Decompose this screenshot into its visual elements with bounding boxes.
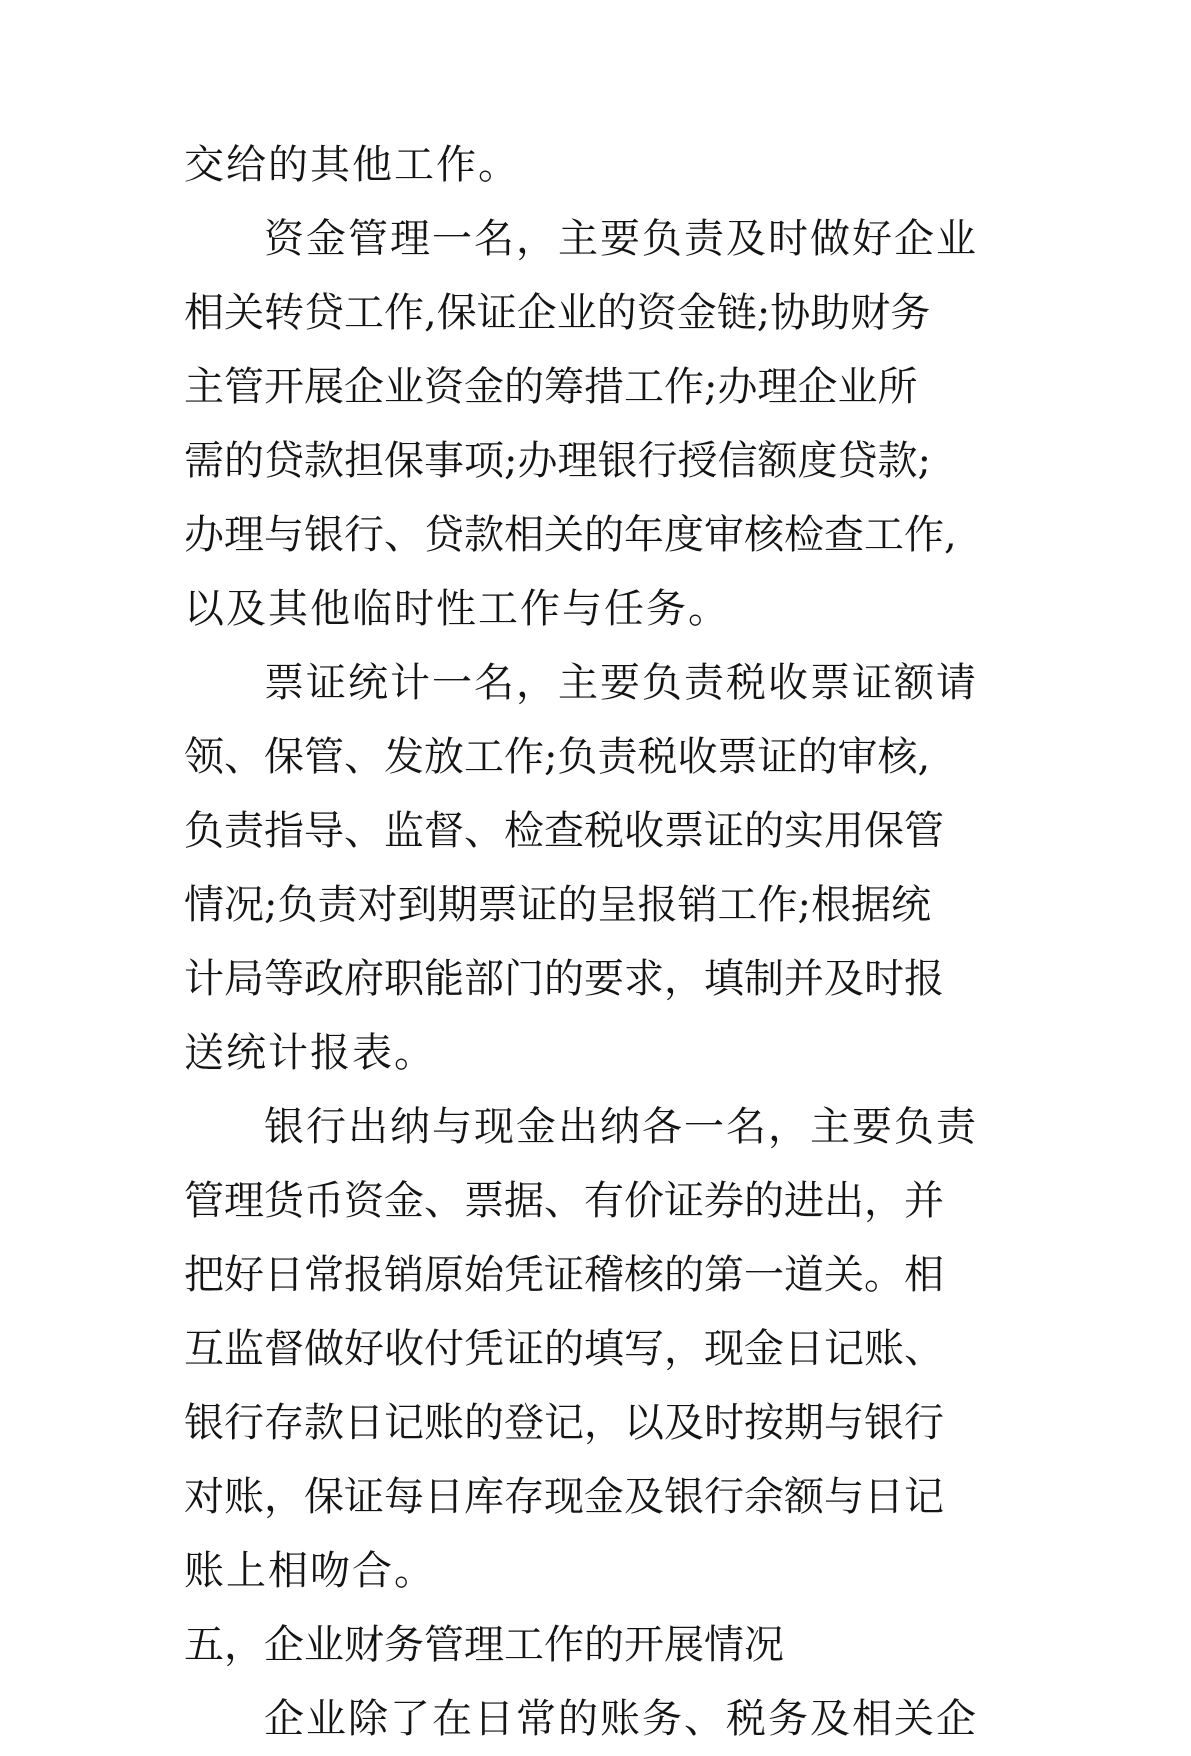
section-heading: 五，企业财务管理工作的开展情况 xyxy=(184,1622,784,1668)
text-line: 账上相吻合。 xyxy=(184,1548,436,1594)
text-line: 把好日常报销原始凭证稽核的第一道关。相 xyxy=(184,1252,944,1298)
text-line: 领、保管、发放工作;负责税收票证的审核, xyxy=(184,734,931,780)
text-line: 互监督做好收付凭证的填写，现金日记账、 xyxy=(184,1326,944,1372)
text-line: 相关转贷工作,保证企业的资金链;协助财务 xyxy=(184,290,931,336)
text-line: 银行存款日记账的登记，以及时按期与银行 xyxy=(184,1400,944,1446)
text-line: 管理货币资金、票据、有价证券的进出，并 xyxy=(184,1178,944,1224)
text-line: 送统计报表。 xyxy=(184,1030,436,1076)
document-body xyxy=(184,128,1024,1756)
text-line: 以及其他临时性工作与任务。 xyxy=(184,586,730,632)
text-line: 计局等政府职能部门的要求，填制并及时报 xyxy=(184,956,944,1002)
text-line: 情况;负责对到期票证的呈报销工作;根据统 xyxy=(184,882,931,928)
text-line: 交给的其他工作。 xyxy=(184,142,520,188)
paragraph-first-line: 银行出纳与现金出纳各一名，主要负责 xyxy=(264,1104,978,1150)
text-line: 需的贷款担保事项;办理银行授信额度贷款; xyxy=(184,438,931,484)
text-line: 办理与银行、贷款相关的年度审核检查工作, xyxy=(184,512,957,558)
text-line: 负责指导、监督、检查税收票证的实用保管 xyxy=(184,808,944,854)
text-line: 主管开展企业资金的筹措工作;办理企业所 xyxy=(184,364,918,410)
paragraph-first-line: 票证统计一名，主要负责税收票证额请 xyxy=(264,660,978,706)
paragraph-first-line: 企业除了在日常的账务、税务及相关企 xyxy=(264,1696,978,1742)
text-line: 对账，保证每日库存现金及银行余额与日记 xyxy=(184,1474,944,1520)
paragraph-first-line: 资金管理一名，主要负责及时做好企业 xyxy=(264,216,978,262)
